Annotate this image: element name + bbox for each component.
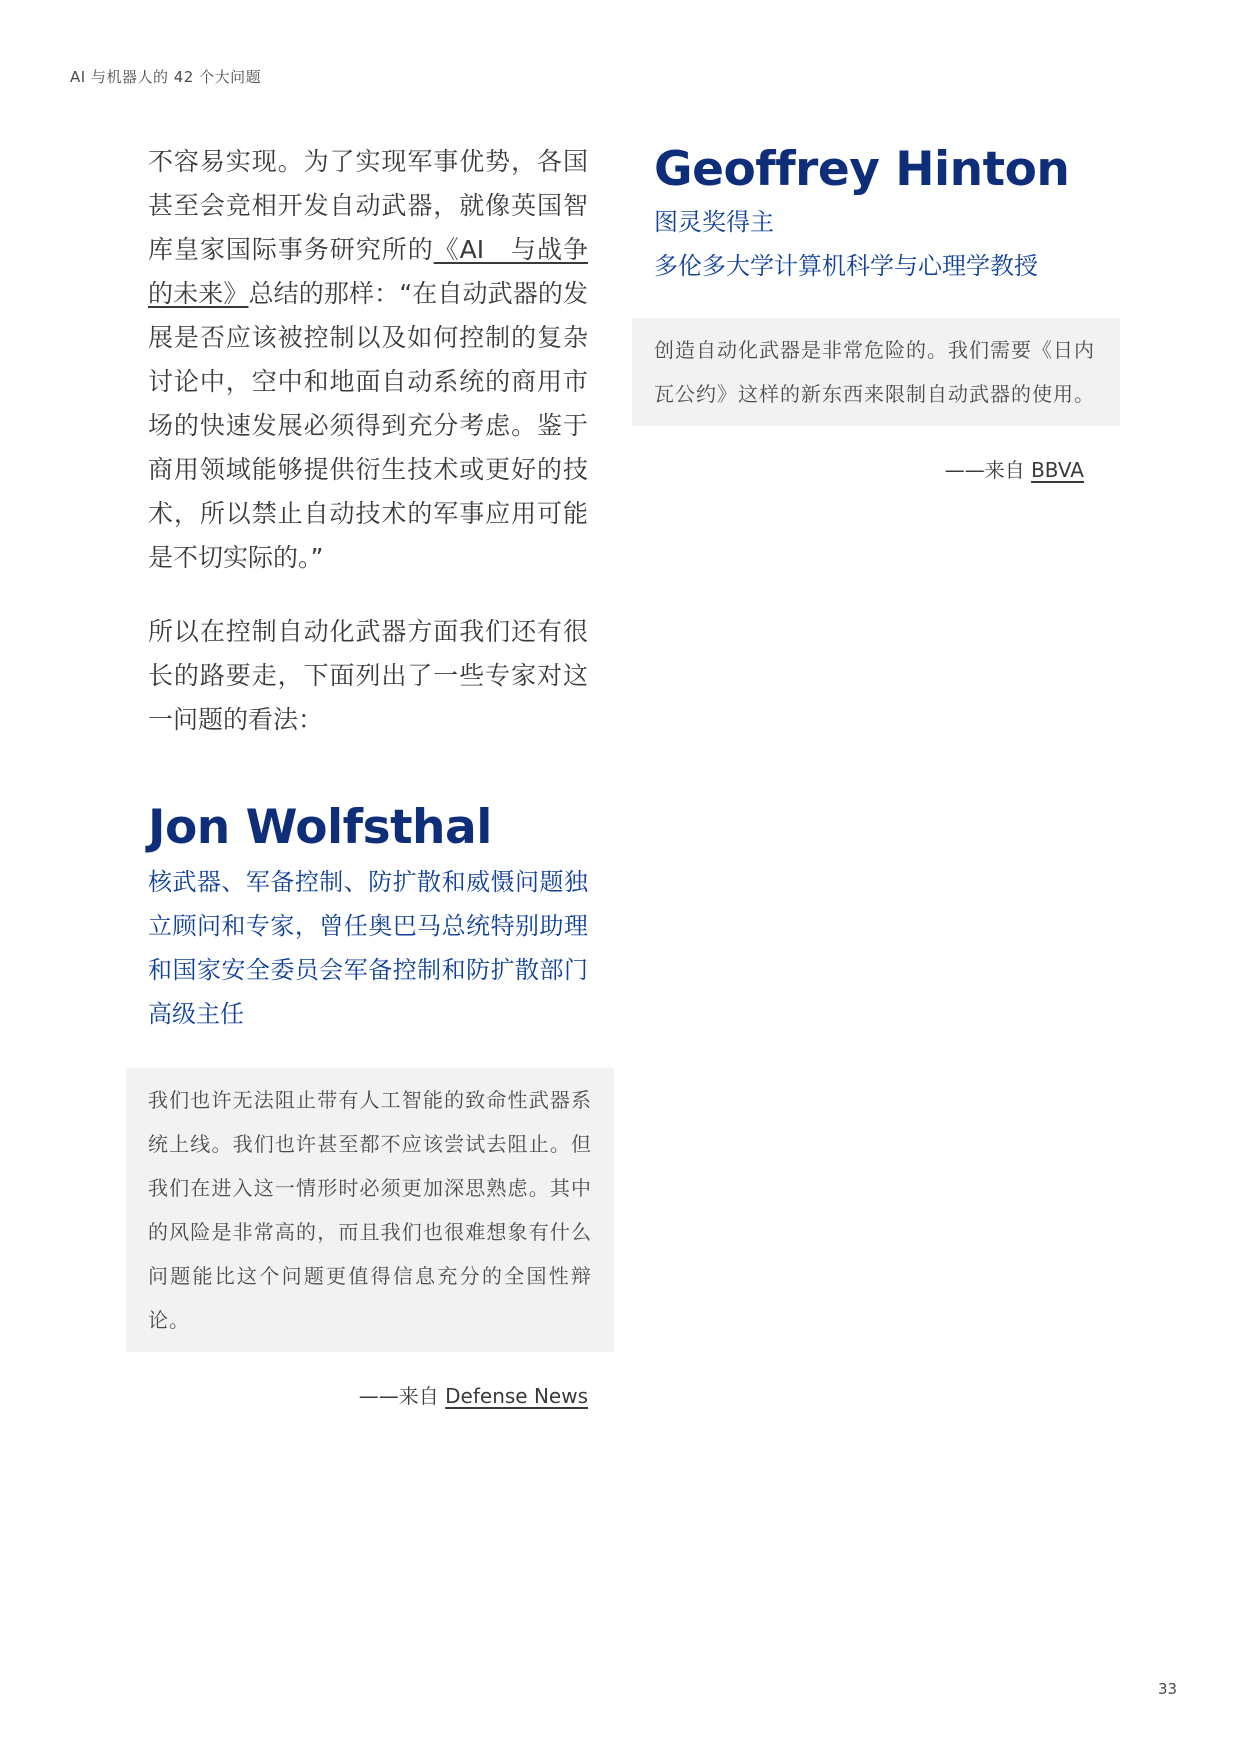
quote-source-hinton — [654, 454, 1084, 483]
expert-name-wolfsthal: Jon Wolfsthal — [148, 800, 492, 855]
quote-box-wolfsthal — [126, 1068, 614, 1352]
left-column — [148, 140, 592, 1409]
right-column — [654, 140, 1124, 483]
expert-role-wolfsthal: 核武器、军备控制、防扩散和威慑问题独立顾问和专家，曾任奥巴马总统特别助理和国家安全委员会军备控制和防扩散部门高级主任 — [148, 868, 588, 1028]
paragraph-text: 不容易实现。为了实现军事优势，各国甚至会竞相开发自动武器，就像英国智库皇家国际事务研究所的 — [148, 147, 588, 264]
expert-name-hinton: Geoffrey Hinton — [654, 142, 1070, 197]
body-paragraph-2: 所以在控制自动化武器方面我们还有很长的路要走，下面列出了一些专家对这一问题的看法： — [148, 617, 588, 734]
body-paragraph-1 — [148, 140, 588, 580]
paragraph-text: 总结的那样：“在自动武器的发展是否应该被控制以及如何控制的复杂讨论中，空中和地面自动系统的商用市场的快速发展必须得到充分考虑。鉴于商用领域能够提供衍生技术或更好的技术，所以禁止自动技术的军事应用可能是不切实际的。” — [148, 279, 588, 572]
source-link-bbva[interactable]: BBVA — [1031, 458, 1084, 482]
running-header: AI 与机器人的 42 个大问题 — [70, 68, 262, 86]
page-number: 33 — [1158, 1680, 1178, 1698]
quote-text: 创造自动化武器是非常危险的。我们需要《日内瓦公约》这样的新东西来限制自动武器的使用。 — [654, 338, 1095, 406]
expert-role-line-2: 多伦多大学计算机科学与心理学教授 — [654, 252, 1038, 280]
quote-source-wolfsthal — [148, 1380, 588, 1409]
source-link-defense-news[interactable]: Defense News — [445, 1384, 588, 1408]
source-prefix: ——来自 — [944, 458, 1025, 482]
expert-role-line-1: 图灵奖得主 — [654, 208, 774, 236]
quote-box-hinton — [632, 318, 1120, 426]
quote-text: 我们也许无法阻止带有人工智能的致命性武器系统上线。我们也许甚至都不应该尝试去阻止。但我们在进入这一情形时必须更加深思熟虑。其中的风险是非常高的，而且我们也很难想象有什么问题能比这个问题更值得信息充分的全国性辩论。 — [148, 1088, 592, 1332]
source-prefix: ——来自 — [358, 1384, 439, 1408]
report-link[interactable]: 《AI 与战争的未来》 — [148, 235, 588, 308]
